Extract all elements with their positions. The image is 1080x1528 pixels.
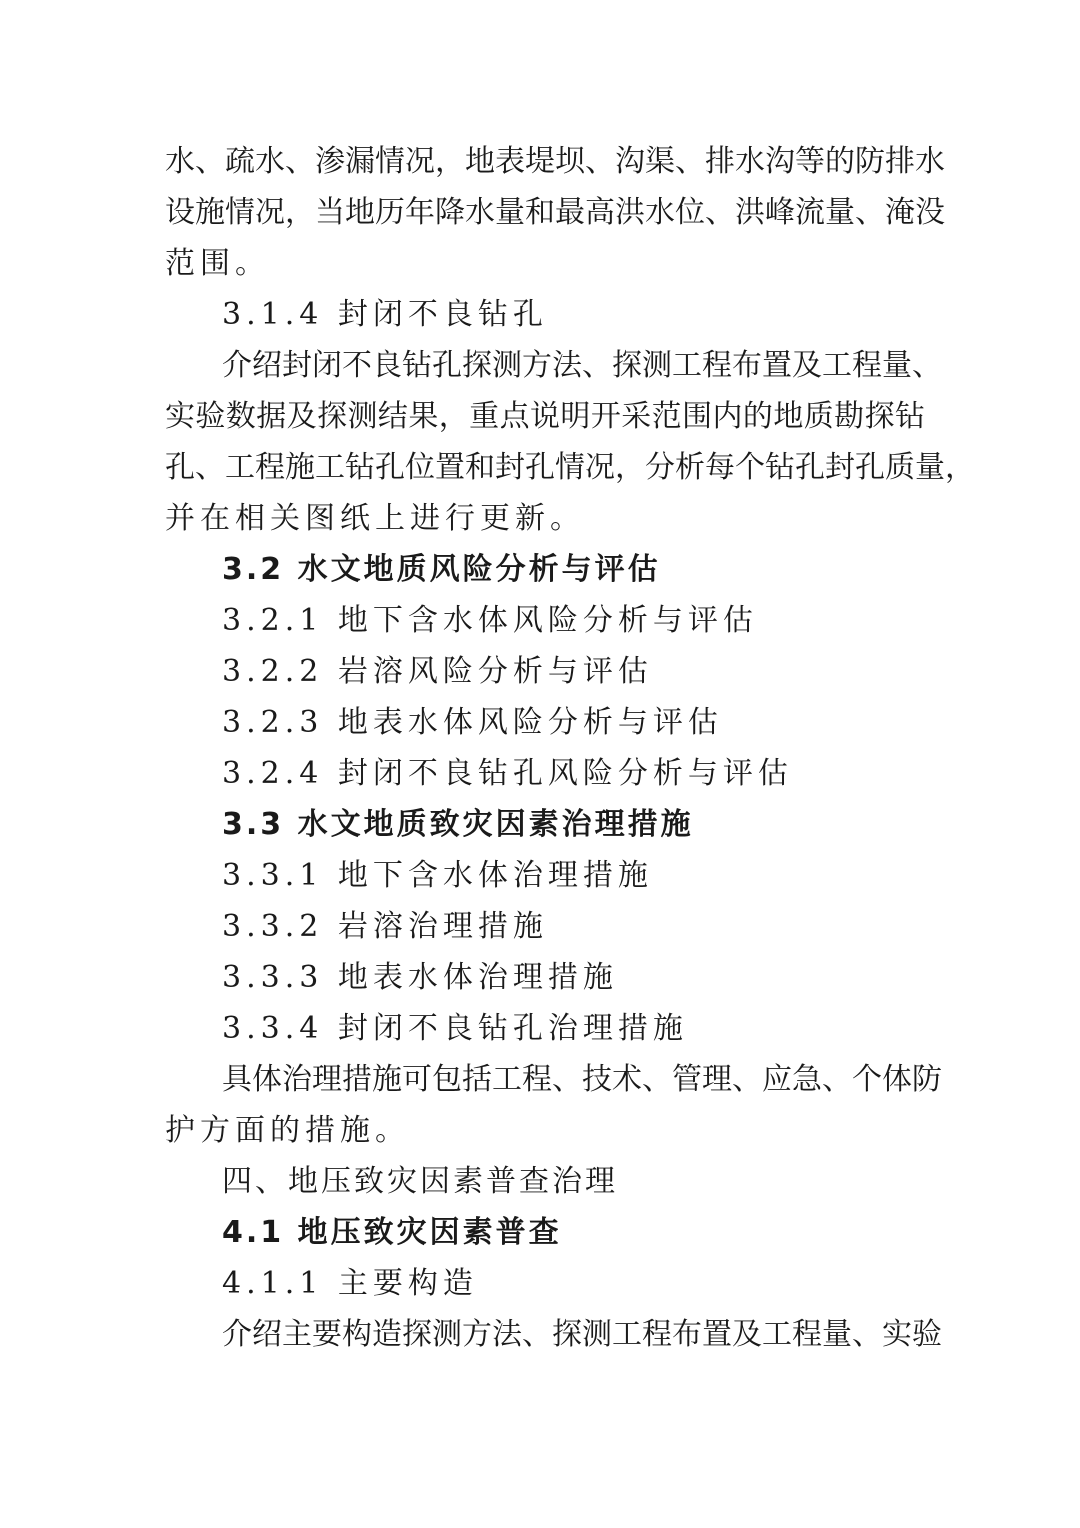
subsection-heading-3-3-1: 3.3.1 地下含水体治理措施 [222,858,653,893]
subsection-heading-3-2-1: 3.2.1 地下含水体风险分析与评估 [222,603,758,638]
subsection-heading-3-2-2: 3.2.2 岩溶风险分析与评估 [222,654,653,689]
body-text-line: 介绍封闭不良钻孔探测方法、探测工程布置及工程量、 [222,348,942,383]
subsection-heading-3-3-4: 3.3.4 封闭不良钻孔治理措施 [222,1011,688,1046]
body-text-line: 介绍主要构造探测方法、探测工程布置及工程量、实验 [222,1317,942,1352]
body-text-line: 水、疏水、渗漏情况，地表堤坝、沟渠、排水沟等的防排水 [165,144,945,179]
body-text-line: 实验数据及探测结果，重点说明开采范围内的地质勘探钻 [165,399,925,434]
section-heading-4-1: 4.1 地压致灾因素普查 [222,1215,562,1250]
body-text-line: 设施情况，当地历年降水量和最高洪水位、洪峰流量、淹没 [165,195,945,230]
body-text-line: 范围。 [165,246,270,281]
body-text-line: 孔、工程施工钻孔位置和封孔情况，分析每个钻孔封孔质量， [165,450,975,485]
subsection-heading-3-1-4: 3.1.4 封闭不良钻孔 [222,297,548,332]
subsection-heading-4-1-1: 4.1.1 主要构造 [222,1266,478,1301]
body-text-line: 具体治理措施可包括工程、技术、管理、应急、个体防 [222,1062,942,1097]
body-text-line: 并在相关图纸上进行更新。 [165,501,585,536]
section-heading-3-2: 3.2 水文地质风险分析与评估 [222,552,661,587]
section-heading-3-3: 3.3 水文地质致灾因素治理措施 [222,807,694,842]
subsection-heading-3-3-2: 3.3.2 岩溶治理措施 [222,909,548,944]
body-text-line: 护方面的措施。 [165,1113,410,1148]
subsection-heading-3-2-4: 3.2.4 封闭不良钻孔风险分析与评估 [222,756,793,791]
subsection-heading-3-2-3: 3.2.3 地表水体风险分析与评估 [222,705,723,740]
subsection-heading-3-3-3: 3.3.3 地表水体治理措施 [222,960,618,995]
chapter-heading-4: 四、地压致灾因素普查治理 [222,1164,618,1199]
